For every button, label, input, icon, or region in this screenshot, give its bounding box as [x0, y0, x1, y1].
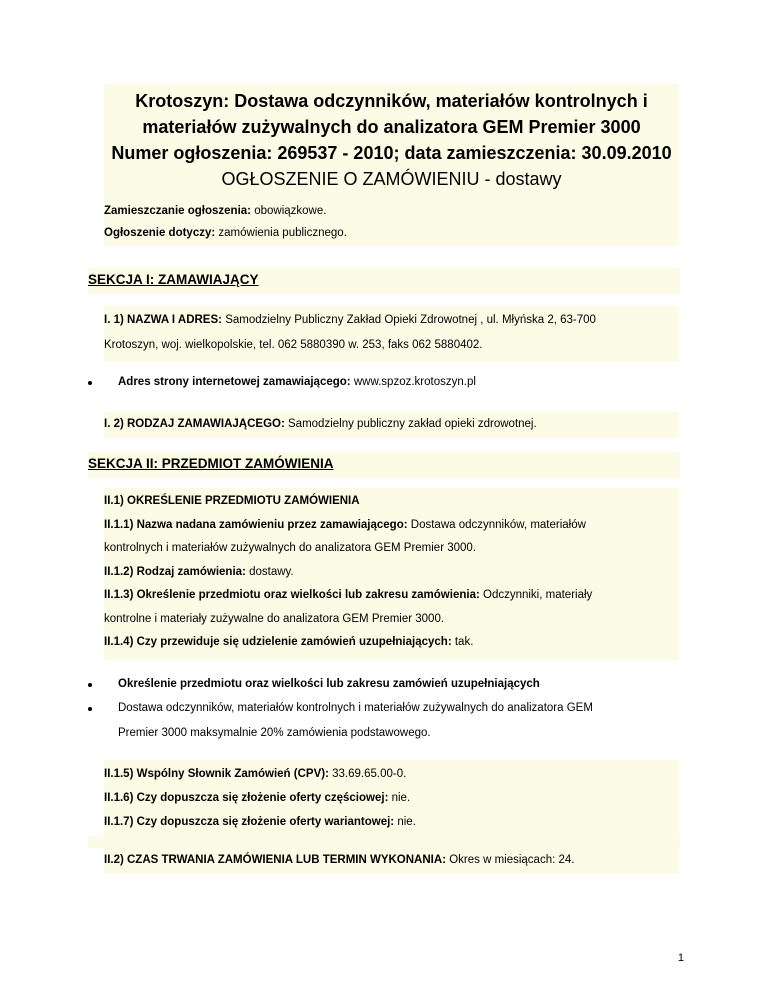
order-scope-line-2: kontrolne i materiały zużywalne do analizatora GEM Premier 3000.: [104, 612, 445, 625]
supplementary-bullet-1: Określenie przedmiotu oraz wielkości lub zakresu zamówień uzupełniających: [118, 678, 540, 690]
title-line-3: Numer ogłoszenia: 269537 - 2010; data zamieszczenia: 30.09.2010: [111, 143, 672, 163]
supplementary-label: II.1.4) Czy przewiduje się udzielenie zamówień uzupełniających:: [104, 636, 452, 648]
subtitle: OGŁOSZENIE O ZAMÓWIENIU - dostawy: [221, 169, 562, 189]
cpv-label: II.1.5) Wspólny Słownik Zamówień (CPV):: [104, 768, 329, 780]
name-address-label: I. 1) NAZWA I ADRES:: [104, 314, 222, 326]
supplementary-value: tak.: [454, 636, 474, 648]
duration-value: Okres w miesiącach: 24.: [449, 854, 575, 866]
order-scope-line-1: Odczynniki, materiały: [483, 589, 593, 601]
supplementary-bullet-2-line-1: Dostawa odczynników, materiałów kontrolnych i materiałów zużywalnych do analizatora GEM: [118, 702, 593, 714]
order-kind-label: II.1.2) Rodzaj zamówienia:: [104, 565, 246, 578]
type-value: Samodzielny publiczny zakład opieki zdrowotnej.: [288, 418, 537, 430]
order-kind-value: dostawy.: [249, 565, 294, 578]
concerns-label: Ogłoszenie dotyczy:: [104, 227, 216, 239]
supplementary-bullet-2-line-2: Premier 3000 maksymalnie 20% zamówienia podstawowego.: [118, 727, 431, 739]
order-scope-label: II.1.3) Określenie przedmiotu oraz wielkości lub zakresu zamówienia:: [104, 589, 480, 601]
section-1-name-address: [104, 306, 679, 362]
bullet-icon: [88, 683, 92, 687]
title-line-2: materiałów zużywalnych do analizatora GEM Premier 3000: [142, 117, 641, 137]
name-address-line-2: Krotoszyn, woj. wielkopolskie, tel. 062 5880390 w. 253, faks 062 5880402.: [104, 339, 483, 351]
type-label: I. 2) RODZAJ ZAMAWIAJĄCEGO:: [104, 418, 285, 430]
placement-row: [104, 194, 679, 222]
bullet-icon: [88, 381, 92, 385]
subject-subheading: II.1) OKREŚLENIE PRZEDMIOTU ZAMÓWIENIA: [104, 495, 360, 507]
section-2-heading: SEKCJA II: PRZEDMIOT ZAMÓWIENIA: [88, 452, 680, 478]
supplementary-bullets: [88, 672, 680, 746]
order-name-label: II.1.1) Nazwa nadana zamówieniu przez zamawiającego:: [104, 518, 408, 531]
shade-spacer: [88, 836, 680, 848]
name-address-line-1: Samodzielny Publiczny Zakład Opieki Zdrowotnej , ul. Młyńska 2, 63-700: [225, 314, 596, 326]
placement-value: obowiązkowe.: [254, 205, 327, 217]
variant-offer-value: nie.: [397, 816, 416, 828]
bullet-icon: [88, 707, 92, 711]
document-title-block: [104, 84, 679, 194]
title-line-1: Krotoszyn: Dostawa odczynników, materiałów kontrolnych i: [135, 91, 648, 111]
section-2-subject-block: [104, 488, 679, 660]
concerns-value: zamówienia publicznego.: [218, 227, 347, 239]
website-value[interactable]: www.spzoz.krotoszyn.pl: [353, 376, 476, 388]
order-name-line-2: kontrolnych i materiałów zużywalnych do analizatora GEM Premier 3000.: [104, 542, 476, 554]
placement-label: Zamieszczanie ogłoszenia:: [104, 205, 251, 217]
section-2-details: [104, 760, 679, 838]
concerns-row: [104, 222, 679, 244]
duration-label: II.2) CZAS TRWANIA ZAMÓWIENIA LUB TERMIN WYKONANIA:: [104, 854, 446, 866]
announcement-meta: [104, 194, 679, 246]
section-2-duration: [104, 848, 679, 874]
website-bullet: [88, 370, 680, 394]
cpv-value: 33.69.65.00-0.: [332, 768, 407, 780]
variant-offer-label: II.1.7) Czy dopuszcza się złożenie oferty wariantowej:: [104, 816, 395, 828]
section-1-type: [104, 412, 679, 438]
partial-offer-label: II.1.6) Czy dopuszcza się złożenie oferty częściowej:: [104, 792, 389, 804]
website-label: Adres strony internetowej zamawiającego:: [118, 376, 351, 388]
partial-offer-value: nie.: [391, 792, 411, 804]
section-1-heading: SEKCJA I: ZAMAWIAJĄCY: [88, 268, 680, 294]
page-number: 1: [677, 952, 684, 964]
order-name-line-1: Dostawa odczynników, materiałów: [410, 518, 586, 531]
